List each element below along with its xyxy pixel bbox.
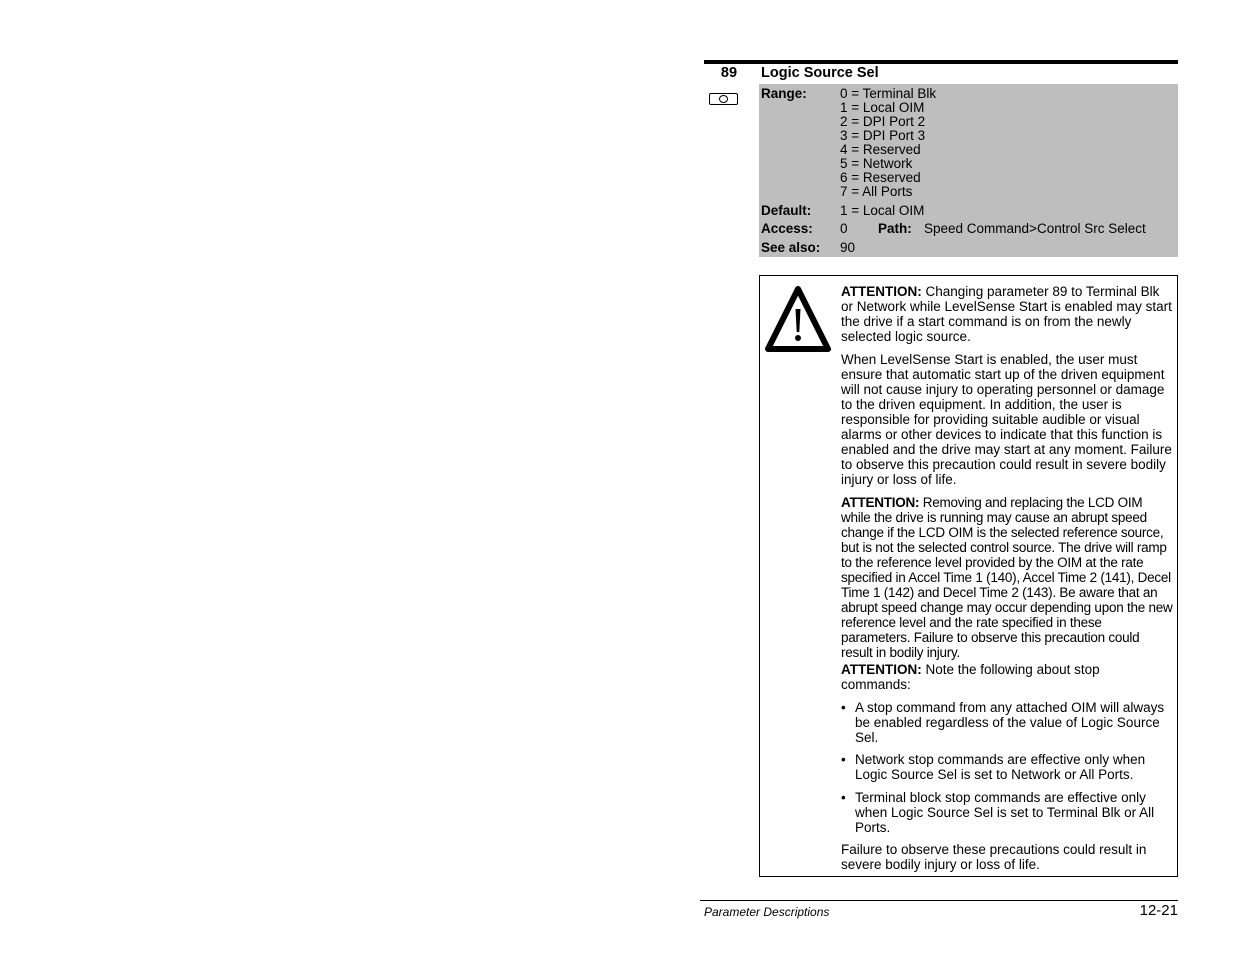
see-also-label: See also: bbox=[761, 240, 821, 255]
bullet-dot: • bbox=[841, 700, 846, 715]
range-item: 7 = All Ports bbox=[840, 184, 913, 199]
attention-levelsense bbox=[841, 284, 1173, 344]
bullet-text: Network stop commands are effective only when Logic Source Sel is set to Network or All Ports. bbox=[855, 752, 1146, 782]
stop-bullet-item bbox=[841, 790, 1173, 835]
attention-heading: ATTENTION: bbox=[841, 662, 922, 677]
footer-section-title: Parameter Descriptions bbox=[704, 905, 830, 919]
parameter-number: 89 bbox=[720, 65, 738, 81]
footer-rule bbox=[700, 900, 1178, 901]
attention-stop-commands bbox=[841, 662, 1173, 692]
bullet-dot: • bbox=[841, 790, 846, 805]
path-value: Speed Command>Control Src Select bbox=[924, 221, 1146, 236]
attention-text: Changing parameter 89 to Terminal Blk or Network while LevelSense Start is enabled may start the drive if a start command is on from the newly selected logic source. bbox=[841, 284, 1172, 344]
range-item: 5 = Network bbox=[840, 156, 913, 171]
levelsense-text: When LevelSense Start is enabled, the user must ensure that automatic start up of the driven equipment will not cause injury to operating personnel or damage to the driven equipment. In addition, the user is responsible for providing suitable audible or visual alarms or other devices to indicate that this function is enabled and the drive may start at any moment. Failure to observe this precaution could result in severe bodily injury or loss of life. bbox=[841, 352, 1172, 487]
range-list bbox=[840, 87, 936, 199]
range-item: 6 = Reserved bbox=[840, 170, 921, 185]
see-also-value: 90 bbox=[840, 240, 856, 255]
parameter-name: Logic Source Sel bbox=[761, 65, 879, 81]
range-item: 3 = DPI Port 3 bbox=[840, 128, 926, 143]
bullet-dot: • bbox=[841, 752, 846, 767]
default-value: 1 = Local OIM bbox=[840, 203, 925, 218]
closing-warning bbox=[841, 842, 1173, 872]
oim-parameter-icon bbox=[709, 93, 738, 105]
bullet-text: A stop command from any attached OIM will always be enabled regardless of the value of Logic Source Sel. bbox=[855, 700, 1165, 745]
stop-bullet-item bbox=[841, 700, 1173, 745]
closing-text: Failure to observe these precautions could result in severe bodily injury or loss of life. bbox=[841, 842, 1147, 872]
range-item: 0 = Terminal Blk bbox=[840, 86, 937, 101]
path-label: Path: bbox=[878, 221, 912, 236]
attention-text: Removing and replacing the LCD OIM while the drive is running may cause an abrupt speed change if the LCD OIM is the selected reference source, but is not the selected control source. The drive will ramp to the reference level provided by the OIM at the rate specified in Accel Time 1 (140), Accel Time 2 (141), Decel Time 1 (142) and Decel Time 2 (143). Be aware that an abrupt speed change may occur depending upon the new reference level and the rate specified in these parameters. Failure to observe this precaution could result in bodily injury. bbox=[841, 495, 1173, 660]
header-rule bbox=[704, 60, 1178, 64]
attention-heading: ATTENTION: bbox=[841, 495, 920, 510]
warning-triangle-icon bbox=[765, 285, 831, 353]
range-item: 2 = DPI Port 2 bbox=[840, 114, 926, 129]
attention-heading: ATTENTION: bbox=[841, 284, 922, 299]
default-label: Default: bbox=[761, 203, 812, 218]
stop-bullet-item bbox=[841, 752, 1173, 782]
attention-oim-removal bbox=[841, 495, 1173, 660]
access-value: 0 bbox=[840, 221, 848, 236]
range-item: 1 = Local OIM bbox=[840, 100, 925, 115]
range-label: Range: bbox=[761, 86, 807, 101]
bullet-text: Terminal block stop commands are effective only when Logic Source Sel is set to Terminal Blk or All Ports. bbox=[855, 790, 1155, 835]
levelsense-paragraph bbox=[841, 352, 1173, 487]
page-number: 12-21 bbox=[1139, 902, 1178, 919]
access-label: Access: bbox=[761, 221, 813, 236]
attention-text: Note the following about stop commands: bbox=[841, 662, 1100, 692]
range-item: 4 = Reserved bbox=[840, 142, 921, 157]
